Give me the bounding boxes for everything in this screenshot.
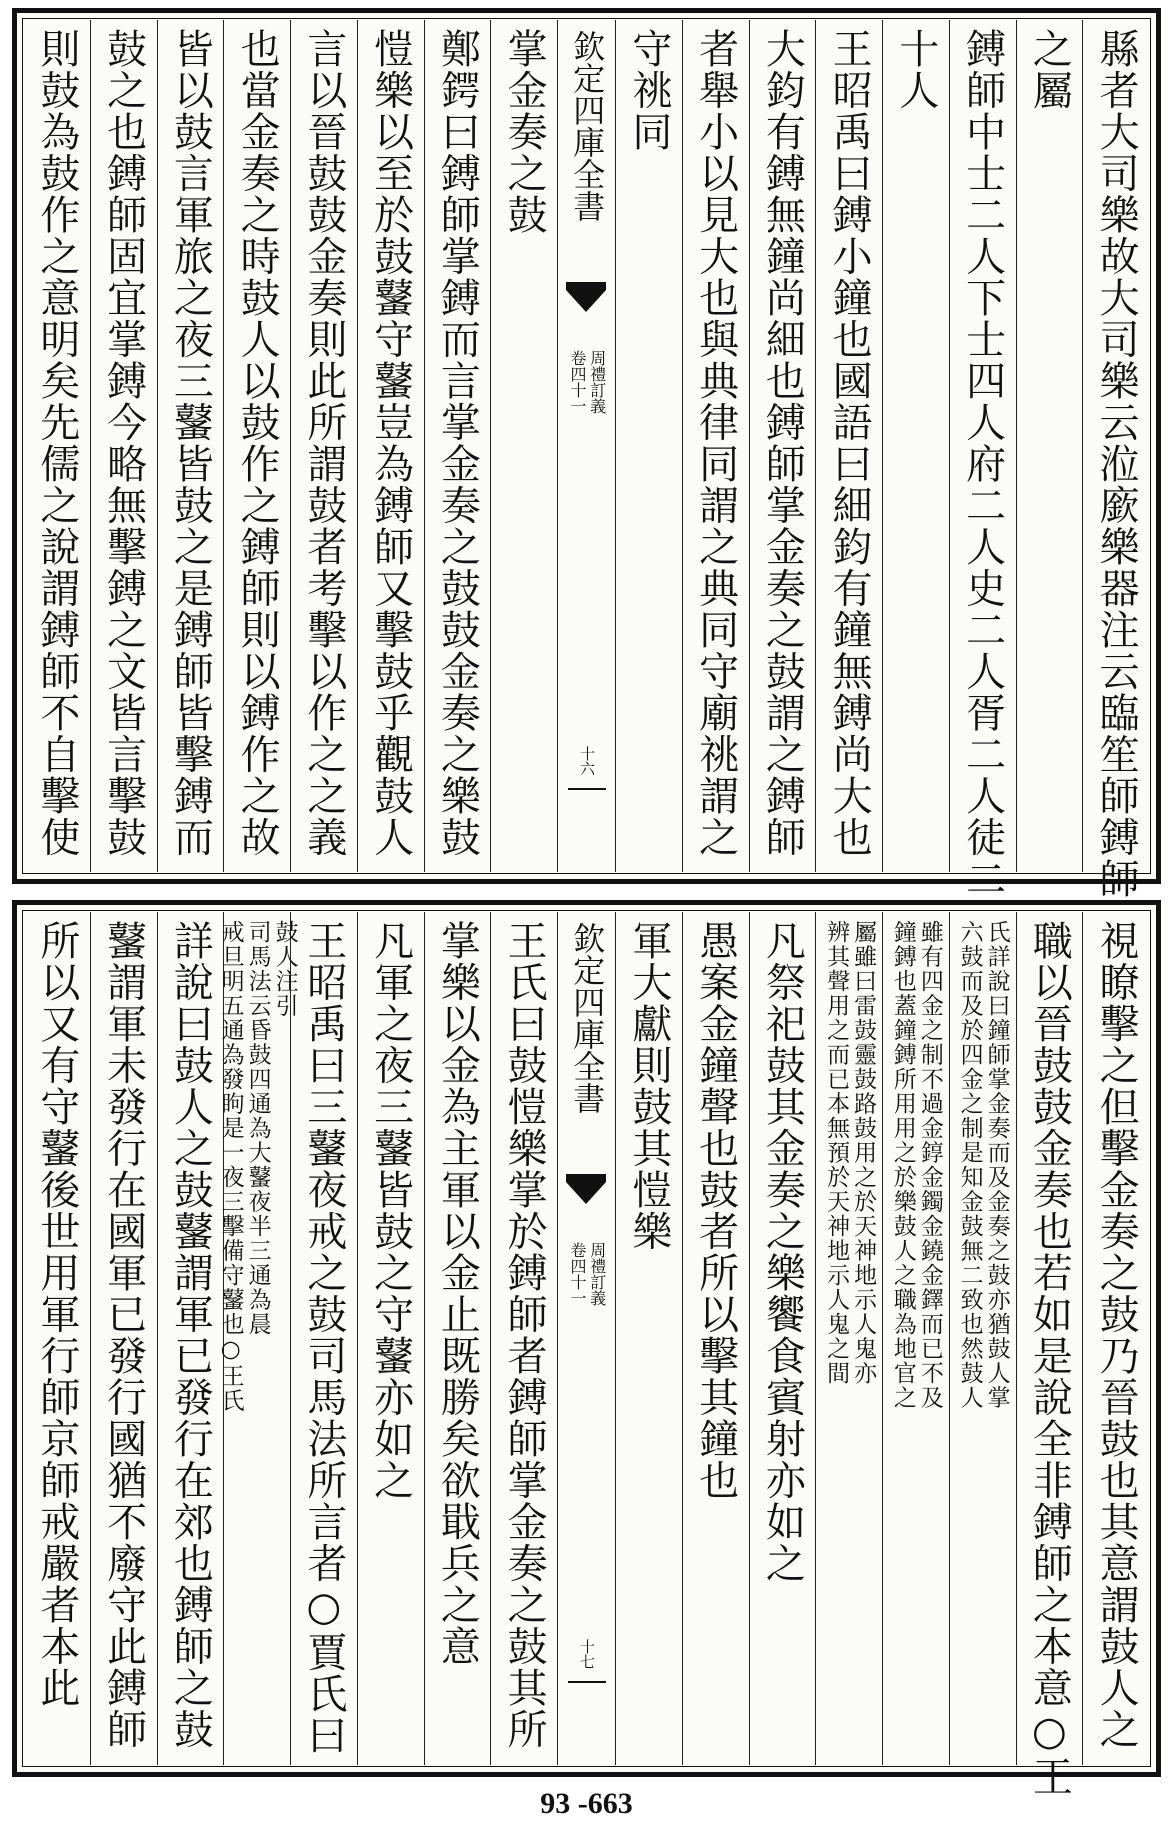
column-text: 守祧同 <box>625 28 672 153</box>
text-column <box>815 20 882 872</box>
text-column <box>223 20 290 872</box>
column-text: 言以晉鼓鼓金奏則此所謂鼓者考擊以作之之義 <box>300 28 347 858</box>
column-text: 軍大獻則鼓其愷樂 <box>625 920 672 1252</box>
column-text: 所以又有守鼜後世用軍行師京師戒嚴者本此 <box>33 920 80 1709</box>
column-text: 掌樂以金為主軍以金止既勝矣欲戢兵之意 <box>434 920 481 1667</box>
book-title: 周禮訂義 <box>587 350 607 414</box>
folio-number: 十七 <box>578 1639 596 1669</box>
book-info <box>568 350 605 414</box>
annotation-line: 戒旦明五通為發眗是一夜三擊備守鼜也○王氏 <box>217 920 244 1413</box>
annotation-line: 屬雖曰雷鼓靈鼓路鼓用之於天神地示人鬼亦 <box>850 920 877 1386</box>
annotation-line: 六鼓而及於四金之制是知金鼓無二致也然鼓人 <box>956 920 983 1410</box>
library-title: 欽定四庫全書 <box>568 30 607 222</box>
column-text: 也當金奏之時鼓人以鼓作之鎛師則以鎛作之故 <box>234 28 281 858</box>
text-column <box>1082 20 1149 900</box>
text-column <box>290 20 357 872</box>
annotation-line: 鐘鎛也蓋鐘鎛所用用之於樂鼓人之職為地官之 <box>889 920 916 1410</box>
annotation-line: 氏詳說曰鐘師掌金奏而及金奏之鼓亦猶鼓人掌 <box>983 920 1010 1410</box>
center-spine <box>557 20 615 872</box>
page-bottom-half <box>12 900 1161 1798</box>
text-column <box>24 912 90 1765</box>
text-column <box>157 20 224 872</box>
annotation-line: 雖有四金之制不過金錞金鐲金鐃金鐸而已不及 <box>916 920 943 1410</box>
column-text: 皆以鼓言軍旅之夜三鼜皆鼓之是鎛師皆擊鎛而 <box>167 28 214 858</box>
annotation-column <box>217 912 298 1765</box>
text-columns <box>24 20 1149 900</box>
column-text: 鄭鍔曰鎛師掌鎛而言掌金奏之鼓鼓金奏之樂鼓 <box>434 28 481 858</box>
book-info <box>568 1242 605 1306</box>
page-number: 93 -663 <box>540 1787 633 1820</box>
column-text: 凡軍之夜三鼜皆鼓之守鼜亦如之 <box>367 920 414 1501</box>
annotation-pair <box>891 920 941 1410</box>
divider <box>568 788 606 790</box>
text-column <box>615 20 682 872</box>
fish-tail-mark-icon <box>566 1174 606 1208</box>
column-text: 凡祭祀鼓其金奏之樂饗食賓射亦如之 <box>759 920 806 1584</box>
text-column <box>682 20 749 872</box>
divider <box>568 1681 606 1683</box>
column-text: 愚案金鐘聲也鼓者所以擊其鐘也 <box>692 920 739 1501</box>
text-columns <box>24 912 1149 1798</box>
volume-label: 卷四十一 <box>568 1242 587 1306</box>
text-column <box>424 912 491 1765</box>
library-title: 欽定四庫全書 <box>568 922 607 1114</box>
text-column <box>949 20 1016 900</box>
annotation-pair <box>823 920 877 1386</box>
annotation-line: 辨其聲用之而已本無預於天神地示人鬼之間 <box>823 920 850 1386</box>
text-column <box>882 20 949 872</box>
column-text: 愷樂以至於鼓鼜守鼜豈為鎛師又擊鼓乎觀鼓人 <box>367 28 414 858</box>
column-text: 大鈞有鎛無鐘尚細也鎛師掌金奏之鼓謂之鎛師 <box>759 28 806 858</box>
text-column <box>1016 912 1083 1798</box>
text-column <box>1082 912 1149 1765</box>
annotation-line: 司馬法云昏鼓四通為大鼜夜半三通為晨 <box>244 920 271 1337</box>
annotation-column <box>815 912 882 1765</box>
volume-label: 卷四十一 <box>568 350 587 414</box>
annotation-column <box>882 912 949 1765</box>
fish-tail-mark-icon <box>566 282 606 316</box>
annotation-line: 鼓人注引 <box>271 920 298 1018</box>
folio-number: 十六 <box>578 746 596 776</box>
text-column <box>682 912 749 1765</box>
column-text: 則鼓為鼓作之意明矣先儒之說謂鎛師不自擊使 <box>33 28 80 858</box>
text-column <box>490 912 557 1765</box>
column-text: 職以晉鼓鼓金奏也若如是說全非鎛師之本意○王 <box>1026 920 1073 1798</box>
center-spine <box>557 912 615 1765</box>
text-column <box>615 912 682 1765</box>
text-column <box>290 912 357 1765</box>
text-column <box>357 912 424 1765</box>
text-column <box>490 20 557 872</box>
column-text: 王昭禹曰三鼜夜戒之鼓司馬法所言者○賈氏曰 <box>300 920 347 1756</box>
book-title: 周禮訂義 <box>587 1242 607 1306</box>
annotation-column <box>949 912 1016 1765</box>
column-text: 鼜謂軍未發行在國軍已發行國猶不廢守此鎛師 <box>100 920 147 1750</box>
text-column <box>90 912 157 1765</box>
text-column <box>157 912 224 1765</box>
column-text: 者舉小以見大也與典律同謂之典同守廟祧謂之 <box>692 28 739 858</box>
annotation-pair <box>958 920 1008 1410</box>
text-column <box>424 20 491 872</box>
text-column <box>90 20 157 872</box>
column-text: 視瞭擊之但擊金奏之鼓乃晉鼓也其意謂鼓人之 <box>1093 920 1140 1750</box>
column-text: 縣者大司樂故大司樂云涖廞樂器注云臨笙師鎛師 <box>1093 28 1140 900</box>
text-column <box>749 912 816 1765</box>
column-text: 鎛師中士二人下士四人府二人史二人胥二人徒二 <box>959 28 1006 900</box>
column-text: 鼓之也鎛師固宜掌鎛今略無擊鎛之文皆言擊鼓 <box>100 28 147 858</box>
column-text: 掌金奏之鼓 <box>501 28 548 236</box>
annotation-pair <box>219 920 296 1413</box>
column-text: 之屬 <box>1026 28 1073 111</box>
column-text: 王氏曰鼓愷樂掌於鎛師者鎛師掌金奏之鼓其所 <box>501 920 548 1750</box>
text-column <box>749 20 816 872</box>
text-column <box>24 20 90 872</box>
column-text: 十人 <box>892 28 939 111</box>
column-text: 王昭禹曰鎛小鐘也國語曰細鈞有鐘無鎛尚大也 <box>826 28 873 858</box>
page-top-half <box>12 8 1161 900</box>
text-column <box>357 20 424 872</box>
column-text: 詳說曰鼓人之鼓鼜謂軍已發行在郊也鎛師之鼓 <box>167 920 214 1750</box>
text-column <box>1016 20 1083 872</box>
